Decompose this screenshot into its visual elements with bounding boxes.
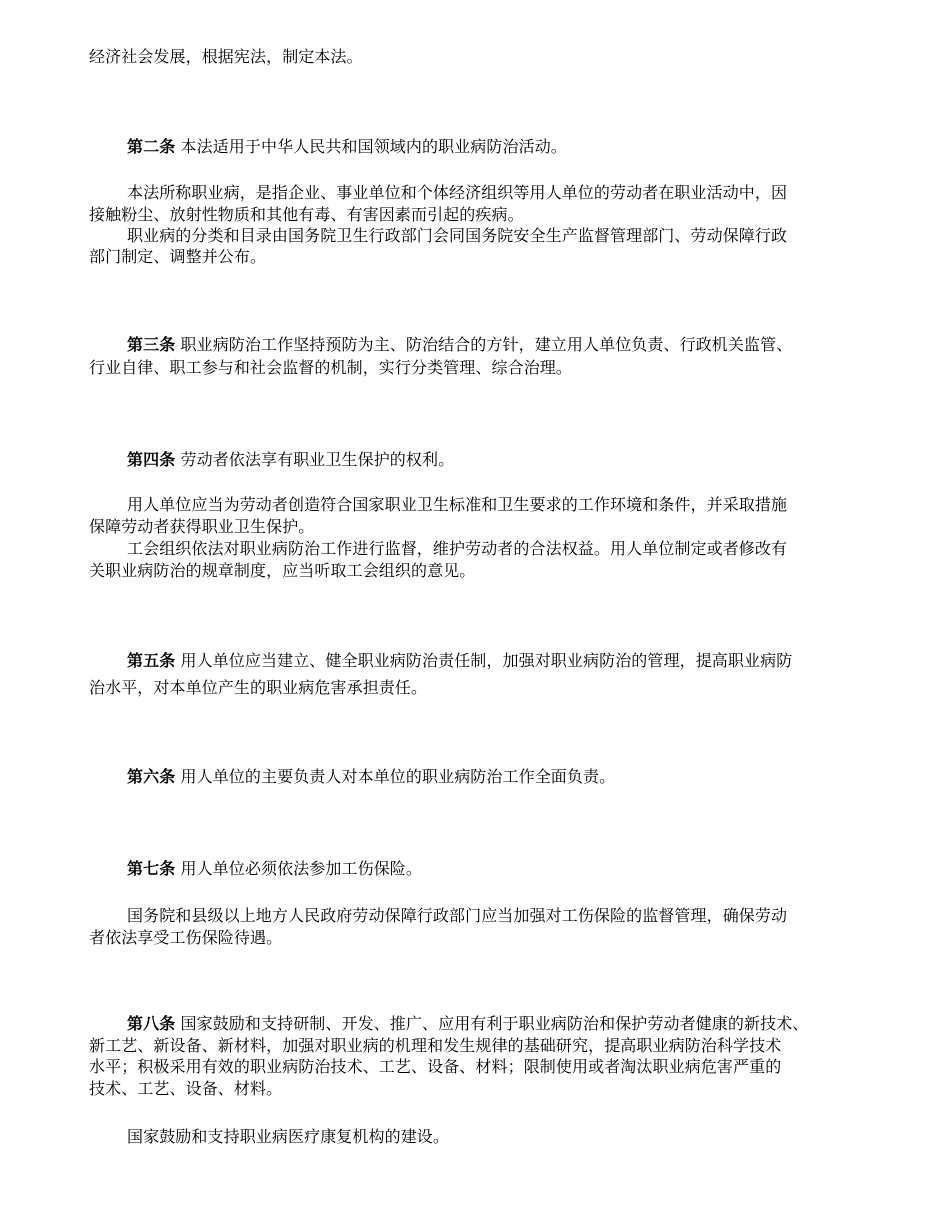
article-7-first-line (127, 858, 422, 879)
paragraph-line: 关职业病防治的规章制度，应当听取工会组织的意见。 (89, 561, 476, 580)
paragraph-line: 用人单位应当为劳动者创造符合国家职业卫生标准和卫生要求的工作环境和条件，并采取措施 (127, 495, 788, 514)
article-6-first-line (127, 766, 615, 787)
article-text: 用人单位必须依法参加工伤保险。 (180, 859, 423, 878)
paragraph-line: 者依法享受工伤保险待遇。 (89, 928, 283, 947)
article-8-first-line (127, 1013, 808, 1034)
paragraph-line: 本法所称职业病，是指企业、事业单位和个体经济组织等用人单位的劳动者在职业活动中，因 (127, 183, 788, 202)
article-label: 第八条 (127, 1014, 176, 1033)
paragraph-line: 职业病的分类和目录由国务院卫生行政部门会同国务院安全生产监督管理部门、劳动保障行政 (127, 226, 788, 245)
paragraph-line: 国家鼓励和支持职业病医疗康复机构的建设。 (127, 1127, 450, 1146)
article-text: 国家鼓励和支持研制、开发、推广、应用有利于职业病防治和保护劳动者健康的新技术、 (180, 1014, 809, 1033)
article-label: 第五条 (127, 651, 176, 670)
paragraph-line: 技术、工艺、设备、材料。 (89, 1079, 283, 1098)
article-label: 第三条 (127, 335, 176, 354)
article-text: 本法适用于中华人民共和国领域内的职业病防治活动。 (180, 137, 567, 156)
paragraph-line: 行业自律、职工参与和社会监督的机制，实行分类管理、综合治理。 (89, 358, 573, 377)
article-5-first-line (127, 650, 792, 671)
article-text: 用人单位的主要负责人对本单位的职业病防治工作全面负责。 (180, 767, 616, 786)
article-label: 第四条 (127, 450, 176, 469)
article-text: 劳动者依法享有职业卫生保护的权利。 (180, 450, 455, 469)
paragraph-line: 治水平，对本单位产生的职业病危害承担责任。 (89, 678, 428, 697)
article-label: 第六条 (127, 767, 176, 786)
paragraph-line: 工会组织依法对职业病防治工作进行监督，维护劳动者的合法权益。用人单位制定或者修改有 (127, 539, 788, 558)
article-4-first-line (127, 449, 454, 470)
article-2-first-line (127, 136, 567, 157)
article-text: 用人单位应当建立、健全职业病防治责任制，加强对职业病防治的管理，提高职业病防 (180, 651, 793, 670)
article-text: 职业病防治工作坚持预防为主、防治结合的方针，建立用人单位负责、行政机关监管、 (180, 335, 793, 354)
paragraph-line: 保障劳动者获得职业卫生保护。 (89, 517, 315, 536)
paragraph-line: 水平；积极采用有效的职业病防治技术、工艺、设备、材料；限制使用或者淘汰职业病危害严重的 (89, 1057, 782, 1076)
intro-tail-text: 经济社会发展，根据宪法，制定本法。 (89, 47, 363, 66)
paragraph-line: 国务院和县级以上地方人民政府劳动保障行政部门应当加强对工伤保险的监督管理，确保劳动 (127, 906, 788, 925)
article-label: 第七条 (127, 859, 176, 878)
article-3-first-line (127, 334, 792, 355)
paragraph-line: 新工艺、新设备、新材料，加强对职业病的机理和发生规律的基础研究，提高职业病防治科学技术 (89, 1036, 782, 1055)
paragraph-line: 接触粉尘、放射性物质和其他有毒、有害因素而引起的疾病。 (89, 205, 524, 224)
article-label: 第二条 (127, 137, 176, 156)
paragraph-line: 部门制定、调整并公布。 (89, 247, 267, 266)
